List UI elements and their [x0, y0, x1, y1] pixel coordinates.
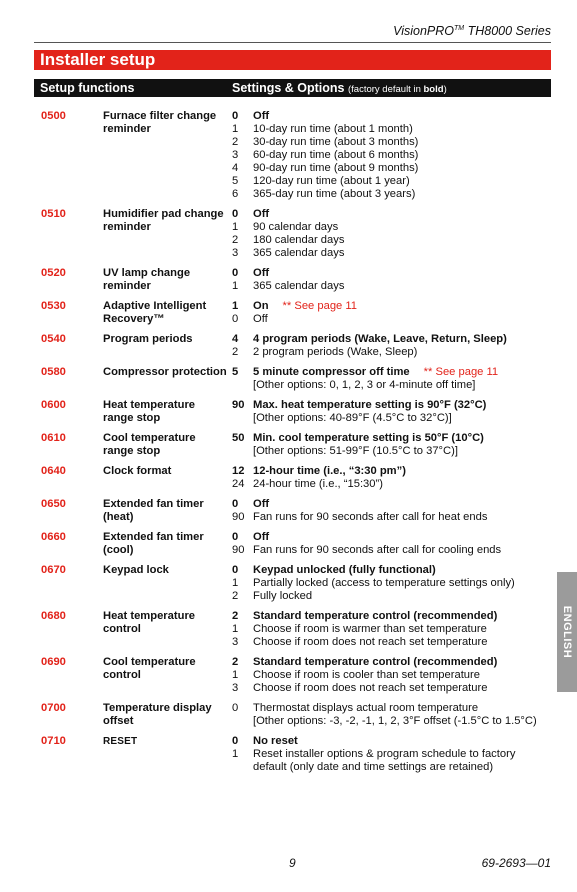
option-value: 4 [232, 162, 239, 174]
option-value [232, 445, 253, 458]
option-description [253, 280, 551, 293]
function-code: 0610 [41, 432, 66, 444]
function-code: 0710 [41, 735, 66, 747]
option-text: Choose if room does not reach set temperature [253, 636, 488, 648]
option-value: 0 [232, 564, 239, 576]
option-description [253, 136, 551, 149]
option-text: Choose if room is warmer than set temperature [253, 623, 487, 635]
option-item [232, 188, 577, 201]
option-text: 60-day run time (about 6 months) [253, 149, 419, 161]
function-code: 0650 [41, 498, 66, 510]
option-value: 90 [232, 511, 245, 523]
option-list [232, 702, 577, 728]
option-list [232, 498, 577, 524]
option-description [253, 162, 551, 175]
option-item [232, 300, 577, 313]
option-text: Fan runs for 90 seconds after call for heat ends [253, 511, 488, 523]
option-item [232, 715, 577, 728]
header-rule [34, 42, 551, 43]
option-item [232, 379, 577, 392]
option-description [253, 300, 551, 313]
function-name: Heat temperature range stop [103, 399, 196, 424]
option-value: 1 [232, 623, 239, 635]
option-list [232, 300, 577, 326]
option-text: 24-hour time (i.e., “15:30”) [253, 478, 383, 490]
option-value: 2 [232, 656, 239, 668]
option-item [232, 136, 577, 149]
option-value [232, 379, 253, 392]
option-description [253, 498, 551, 511]
function-name: Program periods [103, 333, 193, 345]
option-description [253, 333, 551, 346]
option-value [232, 412, 253, 425]
option-item [232, 280, 577, 293]
setting-row [0, 656, 577, 695]
option-description [253, 748, 551, 774]
model-name: TH8000 Series [464, 24, 551, 38]
option-value: 0 [232, 702, 239, 714]
option-text: [Other options: 51-99°F (10.5°C to 37°C)] [253, 445, 458, 457]
setting-row [0, 267, 577, 293]
option-value: 90 [232, 544, 245, 556]
setting-row [0, 399, 577, 425]
option-item [232, 412, 577, 425]
option-description [253, 432, 551, 445]
option-item [232, 478, 577, 491]
option-list [232, 735, 577, 774]
option-item [232, 564, 577, 577]
function-name: Heat temperature control [103, 610, 196, 635]
setting-row [0, 498, 577, 524]
option-item [232, 110, 577, 123]
document-number: 69-2693—01 [481, 856, 551, 870]
option-description [253, 412, 551, 425]
option-text: On [253, 300, 269, 312]
option-value: 3 [232, 149, 239, 161]
function-name: Humidifier pad change reminder [103, 208, 224, 233]
option-text: Off [253, 498, 270, 510]
option-text: 5 minute compressor off time [253, 366, 410, 378]
option-text: 12-hour time (i.e., “3:30 pm”) [253, 465, 406, 477]
option-text: 365 calendar days [253, 280, 345, 292]
trademark-mark: TM [454, 24, 465, 32]
option-text: Fully locked [253, 590, 313, 602]
function-code: 0670 [41, 564, 66, 576]
function-code: 0500 [41, 110, 66, 122]
option-value: 2 [232, 610, 239, 622]
option-description [253, 313, 551, 326]
option-text: Off [253, 110, 270, 122]
option-description [253, 346, 551, 359]
option-item [232, 623, 577, 636]
option-item [232, 445, 577, 458]
option-item [232, 267, 577, 280]
option-list [232, 432, 577, 458]
option-item [232, 702, 577, 715]
option-text: [Other options: 0, 1, 2, 3 or 4-minute off time] [253, 379, 476, 391]
factory-default-note [348, 84, 447, 95]
setting-row [0, 465, 577, 491]
option-item [232, 498, 577, 511]
option-description [253, 379, 551, 392]
note-prefix: (factory default in [347, 84, 424, 95]
option-text: 10-day run time (about 1 month) [253, 123, 413, 135]
settings-table [0, 110, 577, 774]
option-item [232, 577, 577, 590]
page-title: Installer setup [34, 50, 551, 70]
option-description [253, 610, 551, 623]
option-text: Off [253, 267, 270, 279]
option-value: 6 [232, 188, 239, 200]
setting-row [0, 702, 577, 728]
setting-row [0, 208, 577, 260]
option-description [253, 149, 551, 162]
option-text: 120-day run time (about 1 year) [253, 175, 410, 187]
option-value: 1 [232, 577, 239, 589]
option-description [253, 399, 551, 412]
function-code: 0510 [41, 208, 66, 220]
function-code: 0660 [41, 531, 66, 543]
setting-row [0, 610, 577, 649]
option-item [232, 162, 577, 175]
function-code: 0520 [41, 267, 66, 279]
option-list [232, 465, 577, 491]
option-item [232, 669, 577, 682]
setting-row [0, 366, 577, 392]
option-description [253, 188, 551, 201]
option-description [253, 175, 551, 188]
function-code: 0690 [41, 656, 66, 668]
option-item [232, 247, 577, 260]
function-name: Keypad lock [103, 564, 169, 576]
option-item [232, 333, 577, 346]
option-value: 50 [232, 432, 245, 444]
settings-header-label: Settings & Options [232, 81, 345, 95]
option-description [253, 702, 551, 715]
option-item [232, 313, 577, 326]
function-name: Adaptive Intelligent Recovery™ [103, 300, 207, 325]
option-item [232, 511, 577, 524]
option-item [232, 636, 577, 649]
option-description [253, 208, 551, 221]
function-code: 0540 [41, 333, 66, 345]
option-value: 0 [232, 531, 239, 543]
option-text: 90-day run time (about 9 months) [253, 162, 419, 174]
function-name: UV lamp change reminder [103, 267, 191, 292]
page-reference: ** See page 11 [423, 366, 499, 378]
option-description [253, 735, 551, 748]
column-header-bar [34, 79, 551, 97]
option-text: Max. heat temperature setting is 90°F (32°C) [253, 399, 487, 411]
option-text: Off [253, 208, 270, 220]
language-tab-label: ENGLISH [561, 605, 573, 659]
option-text: Choose if room does not reach set temperature [253, 682, 488, 694]
option-text: Partially locked (access to temperature settings only) [253, 577, 515, 589]
option-item [232, 123, 577, 136]
option-description [253, 445, 551, 458]
option-text: 180 calendar days [253, 234, 345, 246]
option-value [232, 715, 253, 728]
option-description [253, 110, 551, 123]
option-value: 1 [232, 300, 239, 312]
option-text: Min. cool temperature setting is 50°F (10°C) [253, 432, 484, 444]
option-list [232, 208, 577, 260]
option-value: 3 [232, 636, 239, 648]
option-description [253, 234, 551, 247]
option-text: Standard temperature control (recommended) [253, 610, 498, 622]
option-text: Reset installer options & program schedule to factory default (only date and time settings are retained) [253, 748, 516, 773]
function-code: 0600 [41, 399, 66, 411]
option-description [253, 590, 551, 603]
option-value: 1 [232, 280, 239, 292]
note-suffix: ) [443, 84, 447, 95]
function-name: Clock format [103, 465, 172, 477]
option-item [232, 346, 577, 359]
language-tab [557, 572, 577, 692]
option-item [232, 149, 577, 162]
option-description [253, 478, 551, 491]
option-description [253, 623, 551, 636]
note-bold: bold [423, 84, 444, 95]
option-item [232, 682, 577, 695]
option-description [253, 531, 551, 544]
function-name: Extended fan timer (heat) [103, 498, 204, 523]
option-text: [Other options: -3, -2, -1, 1, 2, 3°F offset (-1.5°C to 1.5°C) [253, 715, 537, 727]
option-list [232, 656, 577, 695]
option-value: 2 [232, 234, 239, 246]
option-text: Fan runs for 90 seconds after call for cooling ends [253, 544, 502, 556]
brand-name: VisionPRO [393, 24, 455, 38]
function-code: 0680 [41, 610, 66, 622]
option-item [232, 531, 577, 544]
option-text: Off [253, 531, 270, 543]
option-value: 2 [232, 346, 239, 358]
function-name: Cool temperature range stop [103, 432, 196, 457]
option-value: 0 [232, 208, 239, 220]
option-item [232, 610, 577, 623]
option-text: Off [253, 313, 268, 325]
function-code: 0700 [41, 702, 66, 714]
option-value: 1 [232, 123, 239, 135]
option-description [253, 682, 551, 695]
option-list [232, 564, 577, 603]
option-text: Choose if room is cooler than set temperature [253, 669, 480, 681]
option-value: 90 [232, 399, 245, 411]
option-item [232, 208, 577, 221]
option-list [232, 610, 577, 649]
option-description [253, 221, 551, 234]
option-item [232, 748, 577, 774]
option-item [232, 234, 577, 247]
option-text: Thermostat displays actual room temperature [253, 702, 479, 714]
option-value: 12 [232, 465, 245, 477]
option-value: 2 [232, 136, 239, 148]
option-description [253, 123, 551, 136]
option-text: Standard temperature control (recommended) [253, 656, 498, 668]
option-text: 365 calendar days [253, 247, 345, 259]
option-text: 2 program periods (Wake, Sleep) [253, 346, 418, 358]
option-value: 3 [232, 682, 239, 694]
option-value: 0 [232, 735, 239, 747]
settings-options-header [232, 79, 447, 99]
setting-row [0, 531, 577, 557]
option-description [253, 247, 551, 260]
option-value: 1 [232, 669, 239, 681]
setting-row [0, 735, 577, 774]
option-item [232, 366, 577, 379]
option-description [253, 366, 551, 379]
option-value: 2 [232, 590, 239, 602]
page-number: 9 [289, 856, 296, 870]
option-description [253, 636, 551, 649]
option-value: 3 [232, 247, 239, 259]
setting-row [0, 300, 577, 326]
option-list [232, 333, 577, 359]
option-item [232, 175, 577, 188]
option-list [232, 267, 577, 293]
option-description [253, 669, 551, 682]
option-description [253, 577, 551, 590]
setup-functions-header: Setup functions [40, 81, 135, 95]
function-code: 0580 [41, 366, 66, 378]
option-description [253, 465, 551, 478]
function-name: RESET [103, 736, 138, 747]
option-value: 4 [232, 333, 239, 345]
option-description [253, 544, 551, 557]
option-value: 24 [232, 478, 245, 490]
option-value: 1 [232, 748, 239, 760]
option-text: [Other options: 40-89°F (4.5°C to 32°C)] [253, 412, 452, 424]
option-item [232, 590, 577, 603]
option-value: 1 [232, 221, 239, 233]
setting-row [0, 564, 577, 603]
option-description [253, 715, 551, 728]
option-text: Keypad unlocked (fully functional) [253, 564, 436, 576]
option-value: 0 [232, 313, 239, 325]
function-name: Compressor protection [103, 366, 227, 378]
option-value: 5 [232, 366, 239, 378]
option-item [232, 432, 577, 445]
option-description [253, 656, 551, 669]
option-text: 4 program periods (Wake, Leave, Return, Sleep) [253, 333, 507, 345]
option-value: 0 [232, 498, 239, 510]
option-item [232, 735, 577, 748]
option-description [253, 564, 551, 577]
function-name: Cool temperature control [103, 656, 196, 681]
series-title [393, 24, 551, 38]
option-item [232, 656, 577, 669]
function-code: 0530 [41, 300, 66, 312]
option-item [232, 399, 577, 412]
page-reference: ** See page 11 [282, 300, 357, 312]
function-code: 0640 [41, 465, 66, 477]
option-value: 0 [232, 267, 239, 279]
option-item [232, 221, 577, 234]
option-text: No reset [253, 735, 298, 747]
option-list [232, 399, 577, 425]
option-list [232, 531, 577, 557]
setting-row [0, 110, 577, 201]
option-text: 90 calendar days [253, 221, 339, 233]
option-description [253, 511, 551, 524]
setting-row [0, 432, 577, 458]
option-text: 365-day run time (about 3 years) [253, 188, 416, 200]
option-text: 30-day run time (about 3 months) [253, 136, 419, 148]
option-item [232, 465, 577, 478]
setting-row [0, 333, 577, 359]
option-description [253, 267, 551, 280]
option-item [232, 544, 577, 557]
option-list [232, 366, 577, 392]
function-name: Temperature display offset [103, 702, 212, 727]
option-list [232, 110, 577, 201]
option-value: 5 [232, 175, 239, 187]
option-value: 0 [232, 110, 239, 122]
function-name: Extended fan timer (cool) [103, 531, 204, 556]
function-name: Furnace filter change reminder [103, 110, 217, 135]
